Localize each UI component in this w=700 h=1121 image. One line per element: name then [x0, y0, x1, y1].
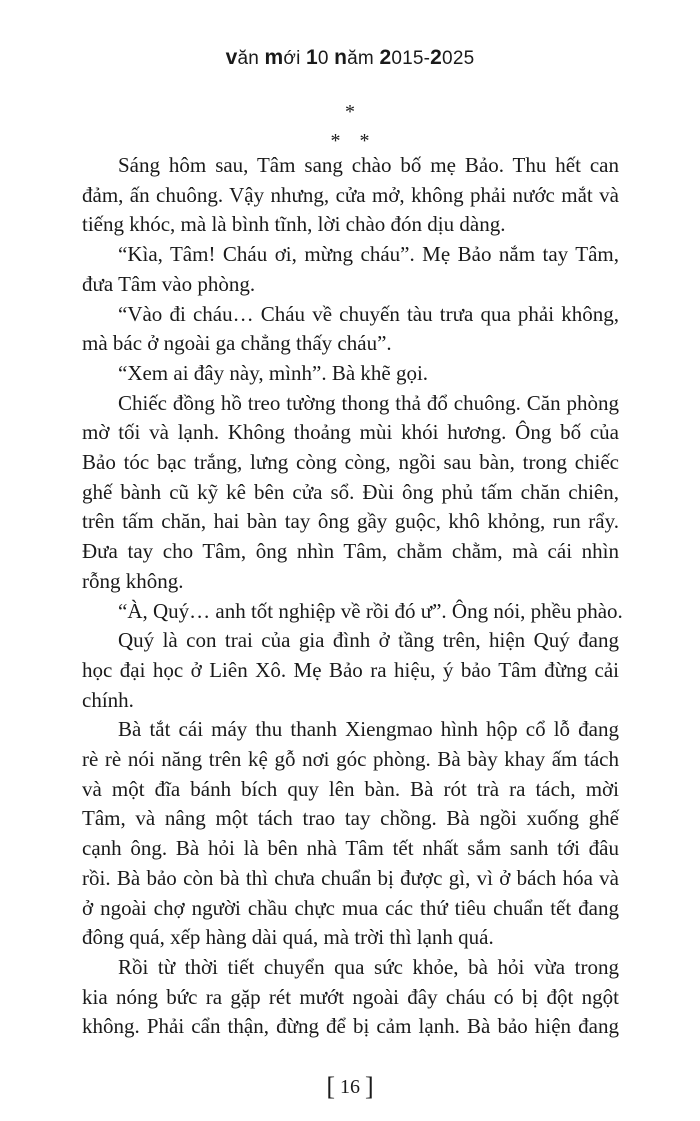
header-text: ăn — [237, 48, 265, 69]
header-initial: 2 — [430, 46, 443, 69]
paragraph — [82, 626, 619, 715]
text-line: đưa Tâm vào phòng. — [82, 271, 256, 296]
header-initial: 2 — [379, 46, 392, 69]
text-line: Bà tắt cái máy thu thanh Xiengmao hình hộp cổ lỗ đang — [118, 717, 619, 742]
text-line: trên tấm chăn, hai bàn tay ông gầy guộc, khô khỏng, run rẩy. — [82, 509, 619, 534]
paragraph — [82, 953, 619, 1042]
paragraph — [82, 359, 619, 389]
header-text: 025 — [442, 48, 475, 69]
page-number-value: 16 — [340, 1076, 360, 1098]
text-line: Rồi từ thời tiết chuyển qua sức khỏe, bà hỏi vừa trong — [118, 954, 619, 979]
header-text: 015- — [391, 48, 431, 69]
text-line: học đại học ở Liên Xô. Mẹ Bảo ra hiệu, ý bảo Tâm đừng cải — [82, 657, 619, 682]
text-line: ghế bành cũ kỹ kê bên cửa sổ. Đùi ông phủ tấm chăn chiên, — [82, 479, 619, 504]
text-line: kia nóng bức ra gặp rét mướt ngoài đây cháu có bị đột ngột — [82, 984, 619, 1009]
running-header — [0, 46, 700, 70]
body-text — [82, 151, 623, 1042]
paragraph — [82, 240, 619, 299]
header-initial: 1 — [305, 46, 318, 69]
paragraph — [82, 389, 619, 597]
header-text: ăm — [347, 48, 380, 69]
text-line: rỗng không. — [82, 568, 184, 593]
header-initial: n — [334, 46, 348, 69]
text-line: cạnh ông. Bà hỏi là bên nhà Tâm tết nhất sắm sanh tới đâu — [82, 836, 619, 861]
section-separator-bottom: * * — [330, 130, 370, 152]
header-text: 0 — [317, 48, 335, 69]
header-text: ới — [283, 48, 306, 69]
paragraph — [82, 715, 619, 953]
text-line: không. Phải cẩn thận, đừng để bị cảm lạnh. Bà bảo hiện đang — [82, 1014, 619, 1039]
text-line: mờ tối và lạnh. Không thoảng mùi khói hương. Ông bố của — [82, 420, 619, 445]
text-line: “Vào đi cháu… Cháu về chuyến tàu trưa qua phải không, — [118, 301, 619, 326]
text-line: Chiếc đồng hồ treo tường thong thả đổ chuông. Căn phòng — [118, 390, 619, 415]
paragraph — [82, 151, 619, 240]
text-line: Đưa tay cho Tâm, ông nhìn Tâm, chằm chằm, mà cái nhìn — [82, 539, 619, 564]
text-line: rè rè nói năng trên kệ gỗ nơi góc phòng. Bà bày khay ấm tách — [82, 747, 619, 772]
text-line: Sáng hôm sau, Tâm sang chào bố mẹ Bảo. Thu hết can — [118, 153, 619, 177]
text-line: ở ngoài chợ người chầu chực mua các thứ tiêu chuẩn tết đang — [82, 895, 619, 920]
page-number-close-bracket: ] — [365, 1072, 374, 1101]
text-line: Quý là con trai của gia đình ở tầng trên, hiện Quý đang — [118, 628, 619, 653]
text-line: “Xem ai đây này, mình”. Bà khẽ gọi. — [118, 360, 429, 385]
text-line: đảm, ấn chuông. Vậy nhưng, cửa mở, không phải nước mắt và — [82, 182, 619, 207]
paragraph — [82, 300, 619, 359]
page-number-open-bracket: [ — [326, 1072, 335, 1101]
text-line: Tâm, và nâng một tách trao tay chồng. Bà ngồi xuống ghế — [82, 806, 619, 831]
text-line: mà bác ở ngoài ga chẳng thấy cháu”. — [82, 331, 392, 356]
text-line: “Kìa, Tâm! Cháu ơi, mừng cháu”. Mẹ Bảo nắm tay Tâm, — [118, 242, 619, 267]
text-line: rồi. Bà bảo còn bà thì chưa chuẩn bị được gì, vì ở bách hóa và — [82, 865, 619, 890]
section-separator-top: * — [345, 101, 355, 123]
header-initial: m — [264, 46, 284, 69]
text-line: Bảo tóc bạc trắng, lưng còng còng, ngồi sau bàn, trong chiếc — [82, 450, 619, 475]
header-initial: v — [225, 46, 238, 69]
text-line: đông quá, xếp hàng dài quá, mà trời thì lạnh quá. — [82, 925, 494, 950]
text-line: chính. — [82, 687, 134, 712]
paragraph — [82, 597, 623, 627]
text-line: tiếng khóc, mà là bình tĩnh, lời chào đón dịu dàng. — [82, 212, 506, 237]
text-line: và một đĩa bánh bích quy lên bàn. Bà rót trà ra tách, mời — [82, 776, 619, 801]
page-number — [0, 1072, 700, 1102]
text-line: “À, Quý… anh tốt nghiệp về rồi đó ư”. Ông nói, phều phào. — [118, 598, 623, 623]
